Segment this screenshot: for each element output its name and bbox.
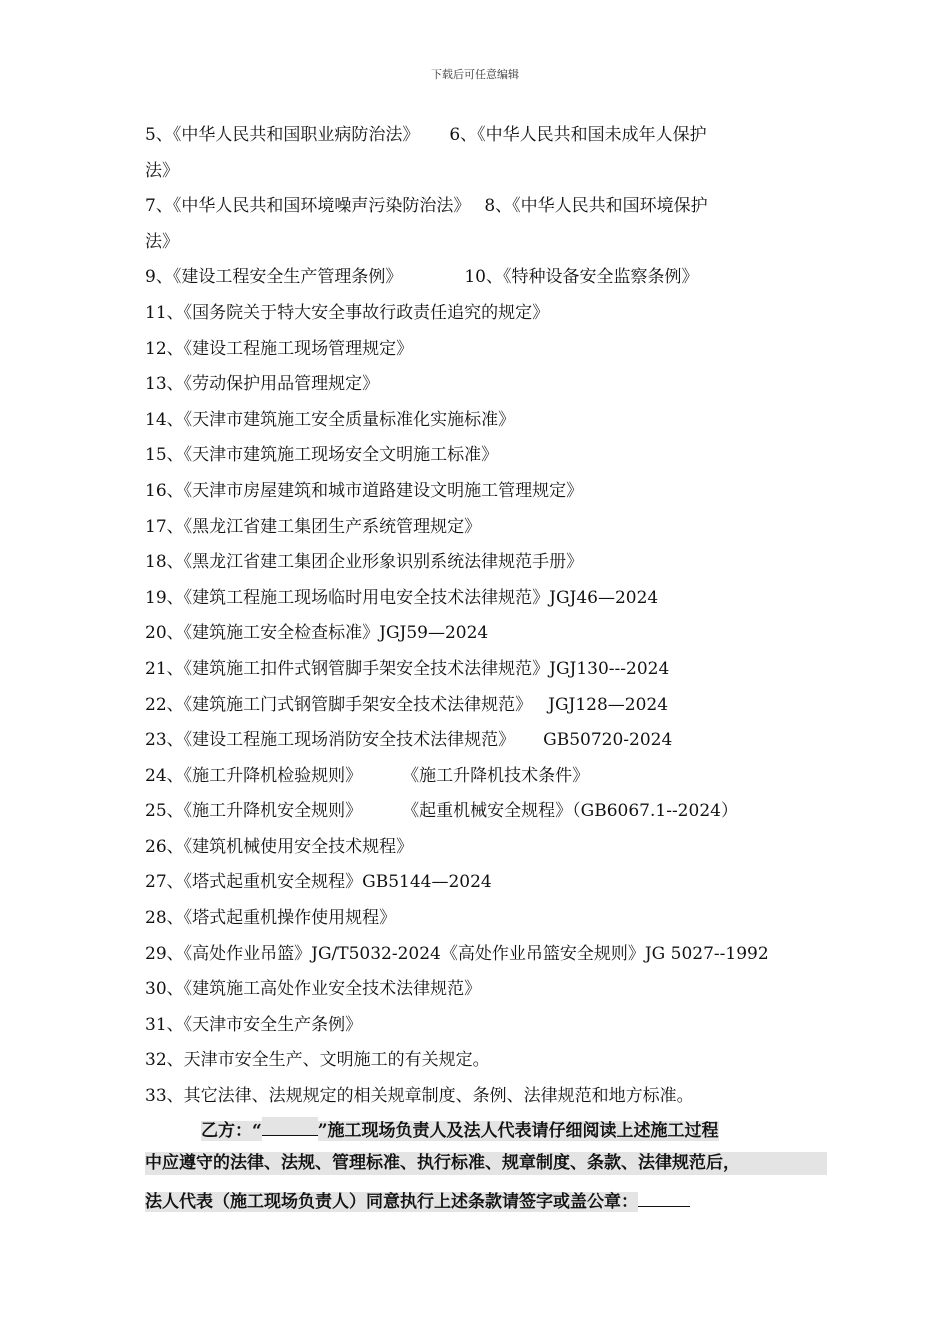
list-item: 27、《塔式起重机安全规程》GB5144—2024 [145,872,492,893]
list-item: 31、《天津市安全生产条例》 [145,1014,363,1035]
list-item: 9、《建设工程安全生产管理条例》 10、《特种设备安全监察条例》 [145,267,699,288]
party-name-blank[interactable] [262,1117,318,1137]
page-header: 下载后可任意编辑 [431,68,519,81]
list-item: 19、《建筑工程施工现场临时用电安全技术法律规范》JGJ46—2024 [145,587,659,608]
list-item: 18、《黑龙江省建工集团企业形象识别系统法律规范手册》 [145,552,584,573]
list-item: 21、《建筑施工扣件式钢管脚手架安全技术法律规范》JGJ130---2024 [145,658,670,679]
statement-line-1: 乙方：“ ”施工现场负责人及法人代表请仔细阅读上述施工过程 [145,1117,827,1140]
list-item: 26、《建筑机械使用安全技术规程》 [145,836,414,857]
list-item: 28、《塔式起重机操作使用规程》 [145,908,397,929]
list-item: 23、《建设工程施工现场消防安全技术法律规范》 GB50720-2024 [145,730,673,751]
regulation-list [145,118,825,1223]
list-item: 13、《劳动保护用品管理规定》 [145,374,380,395]
list-item: 16、《天津市房屋建筑和城市道路建设文明施工管理规定》 [145,480,584,501]
list-item: 20、《建筑施工安全检查标准》JGJ59—2024 [145,623,489,644]
consent-statement [145,1117,827,1211]
statement-line-2: 中应遵守的法律、法规、管理标准、执行标准、规章制度、条款、法律规范后， [145,1152,827,1175]
list-item: 15、《天津市建筑施工现场安全文明施工标准》 [145,445,499,466]
list-item: 5、《中华人民共和国职业病防治法》 6、《中华人民共和国未成年人保护 [145,125,707,145]
statement-line-3: 法人代表（施工现场负责人）同意执行上述条款请签字或盖公章： [145,1188,827,1211]
list-item: 法》 [145,231,179,252]
list-item: 30、《建筑施工高处作业安全技术法律规范》 [145,979,482,1000]
list-item: 17、《黑龙江省建工集团生产系统管理规定》 [145,516,482,537]
list-item: 11、《国务院关于特大安全事故行政责任追究的规定》 [145,302,550,323]
list-item: 24、《施工升降机检验规则》 《施工升降机技术条件》 [145,765,590,786]
list-item: 14、《天津市建筑施工安全质量标准化实施标准》 [145,409,516,430]
list-item: 25、《施工升降机安全规则》 《起重机械安全规程》（GB6067.1--2024） [145,801,738,822]
list-item: 22、《建筑施工门式钢管脚手架安全技术法律规范》 JGJ128—2024 [145,694,669,715]
list-item: 32、天津市安全生产、文明施工的有关规定。 [145,1050,490,1071]
list-item: 7、《中华人民共和国环境噪声污染防治法》 8、《中华人民共和国环境保护 [145,196,708,217]
list-item: 33、其它法律、法规规定的相关规章制度、条例、法律规范和地方标准。 [145,1086,694,1107]
list-item: 法》 [145,160,179,181]
list-item: 29、《高处作业吊篮》JG/T5032-2024《高处作业吊篮安全规则》JG 5027--1992 [145,943,769,964]
list-item: 12、《建设工程施工现场管理规定》 [145,338,414,359]
signature-blank[interactable] [638,1188,690,1208]
